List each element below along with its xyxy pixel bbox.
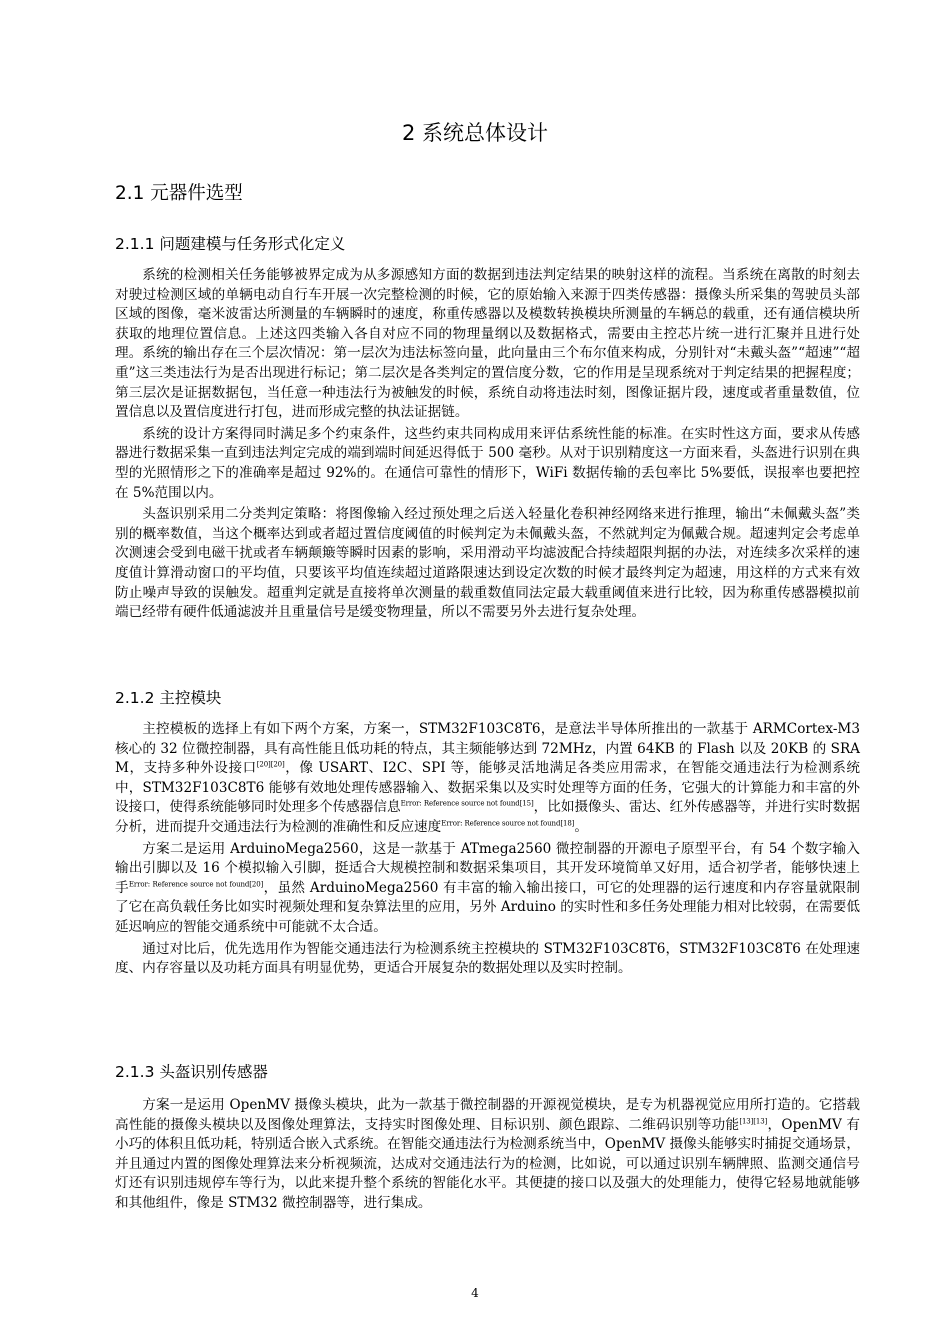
citation: Error: Reference source not found[15]	[400, 799, 534, 808]
section-heading-2-1: 2.1 元器件选型	[115, 183, 243, 204]
section-heading-2-1-2: 2.1.2 主控模块	[115, 689, 222, 707]
text-run: ，像 USART、I2C、SPI 等，能够灵活地满足各类应用需求，在智能交通违法行为检测系统中，STM32F103C8T6 能够有效地处理传感器输入、数据采集以及实时处理等方面的任务，它强大的计算能力和丰富的外设接口，使得系统能够同时处理多个传感器信息	[115, 760, 860, 816]
paragraph	[115, 840, 860, 938]
citation: [20][20]	[256, 760, 285, 769]
chapter-title: 2 系统总体设计	[401, 121, 549, 145]
text-run: 主控模板的选择上有如下两个方案，方案一，STM32F103C8T6，是意法半导体所推出的一款基于 ARMCortex-M3 核心的 32 位微控制器，具有高性能且低功耗的特点，其主频能够达到 72MHz，内置 64KB 的 Flash 以及 20KB 的 SRAM，支持多种外设接口	[115, 721, 860, 777]
paragraph: 系统的检测相关任务能够被界定成为从多源感知方面的数据到违法判定结果的映射这样的流程。当系统在离散的时刻去对驶过检测区域的单辆电动自行车开展一次完整检测的时候，它的原始输入来源于四类传感器：摄像头所采集的驾驶员头部区域的图像，毫米波雷达所测量的车辆瞬时的速度，称重传感器以及模数转换模块所测量的车辆总的载重，还有通信模块所获取的地理位置信息。上述这四类输入各自对应不同的物理量纲以及数据格式，需要由主控芯片统一进行汇聚并且进行处理。系统的输出存在三个层次情况：第一层次为违法标签向量，此向量由三个布尔值来构成，分别针对“未戴头盔”“超速”“超重”这三类违法行为是否出现进行标记；第二层次是各类判定的置信度分数，它的作用是呈现系统对于判定结果的把握程度；第三层次是证据数据包，当任意一种违法行为被触发的时候，系统自动将违法时刻，图像证据片段，速度或者重量数值，位置信息以及置信度进行打包，进而形成完整的执法证据链。	[115, 267, 860, 421]
text-run: 方案一是运用 OpenMV 摄像头模块，此为一款基于微控制器的开源视觉模块，是专为机器视觉应用所打造的。它搭载高性能的摄像头模块以及图像处理算法，支持实时图像处理、目标识别、颜色跟踪、二维码识别等功能	[115, 1097, 860, 1133]
text-run: 。	[574, 818, 588, 835]
paragraph: 系统的设计方案得同时满足多个约束条件，这些约束共同构成用来评估系统性能的标准。在实时性这方面，要求从传感器进行数据采集一直到违法判定完成的端到端时间延迟得低于 500 毫秒。从对于识别精度这一方面来看，头盔进行识别在典型的光照情形之下的准确率是超过 92%的。在通信可靠性的情形下，WiFi 数据传输的丢包率比 5%要低，误报率也要把控在 5%范围以内。	[115, 425, 860, 501]
citation: Error: Reference source not found[18]	[441, 819, 575, 828]
text-run: ，虽然 ArduinoMega2560 有丰富的输入输出接口，可它的处理器的运行速度和内存容量就限制了它在高负载任务比如实时视频处理和复杂算法里的应用，另外 Arduino 的实时性和多任务处理能力相对比较弱，在需要低延迟响应的智能交通系统中可能就不太合适。	[115, 879, 860, 935]
section-2-1-3-body	[115, 1096, 860, 1214]
paragraph: 通过对比后，优先选用作为智能交通违法行为检测系统主控模块的 STM32F103C8T6，STM32F103C8T6 在处理速度、内存容量以及功耗方面具有明显优势，更适合开展复杂的数据处理以及实时控制。	[115, 940, 860, 977]
paragraph	[115, 1096, 860, 1214]
text-run: ，OpenMV 有小巧的体积且低功耗，特别适合嵌入式系统。在智能交通违法行为检测系统当中，OpenMV 摄像头能够实时捕捉交通场景，并且通过内置的图像处理算法来分析视频流，达成对交通违法行为的检测，比如说，可以通过识别车辆牌照、监测交通信号灯还有识别违规停车等行为，以此来提升整个系统的智能化水平。其便捷的接口以及强大的处理能力，使得它轻易地就能够和其他组件，像是 STM32 微控制器等，进行集成。	[115, 1116, 860, 1211]
paragraph	[115, 720, 860, 838]
text-run: ，比如摄像头、雷达、红外传感器等，并进行实时数据分析，进而提升交通违法行为检测的准确性和反应速度	[115, 799, 860, 835]
citation: [13][13]	[739, 1117, 768, 1126]
section-heading-2-1-1: 2.1.1 问题建模与任务形式化定义	[115, 235, 346, 253]
text-run: 方案二是运用 ArduinoMega2560，这是一款基于 ATmega2560 微控制器的开源电子原型平台，有 54 个数字输入输出引脚以及 16 个模拟输入引脚，挺适合大规模控制和数据采集项目，其开发环境简单又好用，适合初学者，能够快速上手	[115, 840, 860, 896]
section-2-1-2-body	[115, 720, 860, 979]
page-number: 4	[471, 1286, 479, 1300]
citation: Error: Reference source not found[20]	[128, 880, 264, 889]
section-heading-2-1-3: 2.1.3 头盔识别传感器	[115, 1063, 268, 1081]
section-2-1-1-body	[115, 266, 860, 623]
paragraph: 头盔识别采用二分类判定策略：将图像输入经过预处理之后送入轻量化卷积神经网络来进行推理，输出“未佩戴头盔”类别的概率数值，当这个概率达到或者超过置信度阈值的时候判定为未佩戴头盔，不然就判定为佩戴合规。超速判定会考虑单次测速会受到电磁干扰或者车辆颠簸等瞬时因素的影响，采用滑动平均滤波配合持续超限判据的办法，对连续多次采样的速度值计算滑动窗口的平均值，只要该平均值连续超过道路限速达到设定次数的时候才最终判定为超速，用这样的方式来有效防止噪声导致的误触发。超重判定就是直接将单次测量的载重数值同法定最大载重阈值来进行比较，因为称重传感器模拟前端已经带有硬件低通滤波并且重量信号是缓变物理量，所以不需要另外去进行复杂处理。	[115, 506, 860, 621]
